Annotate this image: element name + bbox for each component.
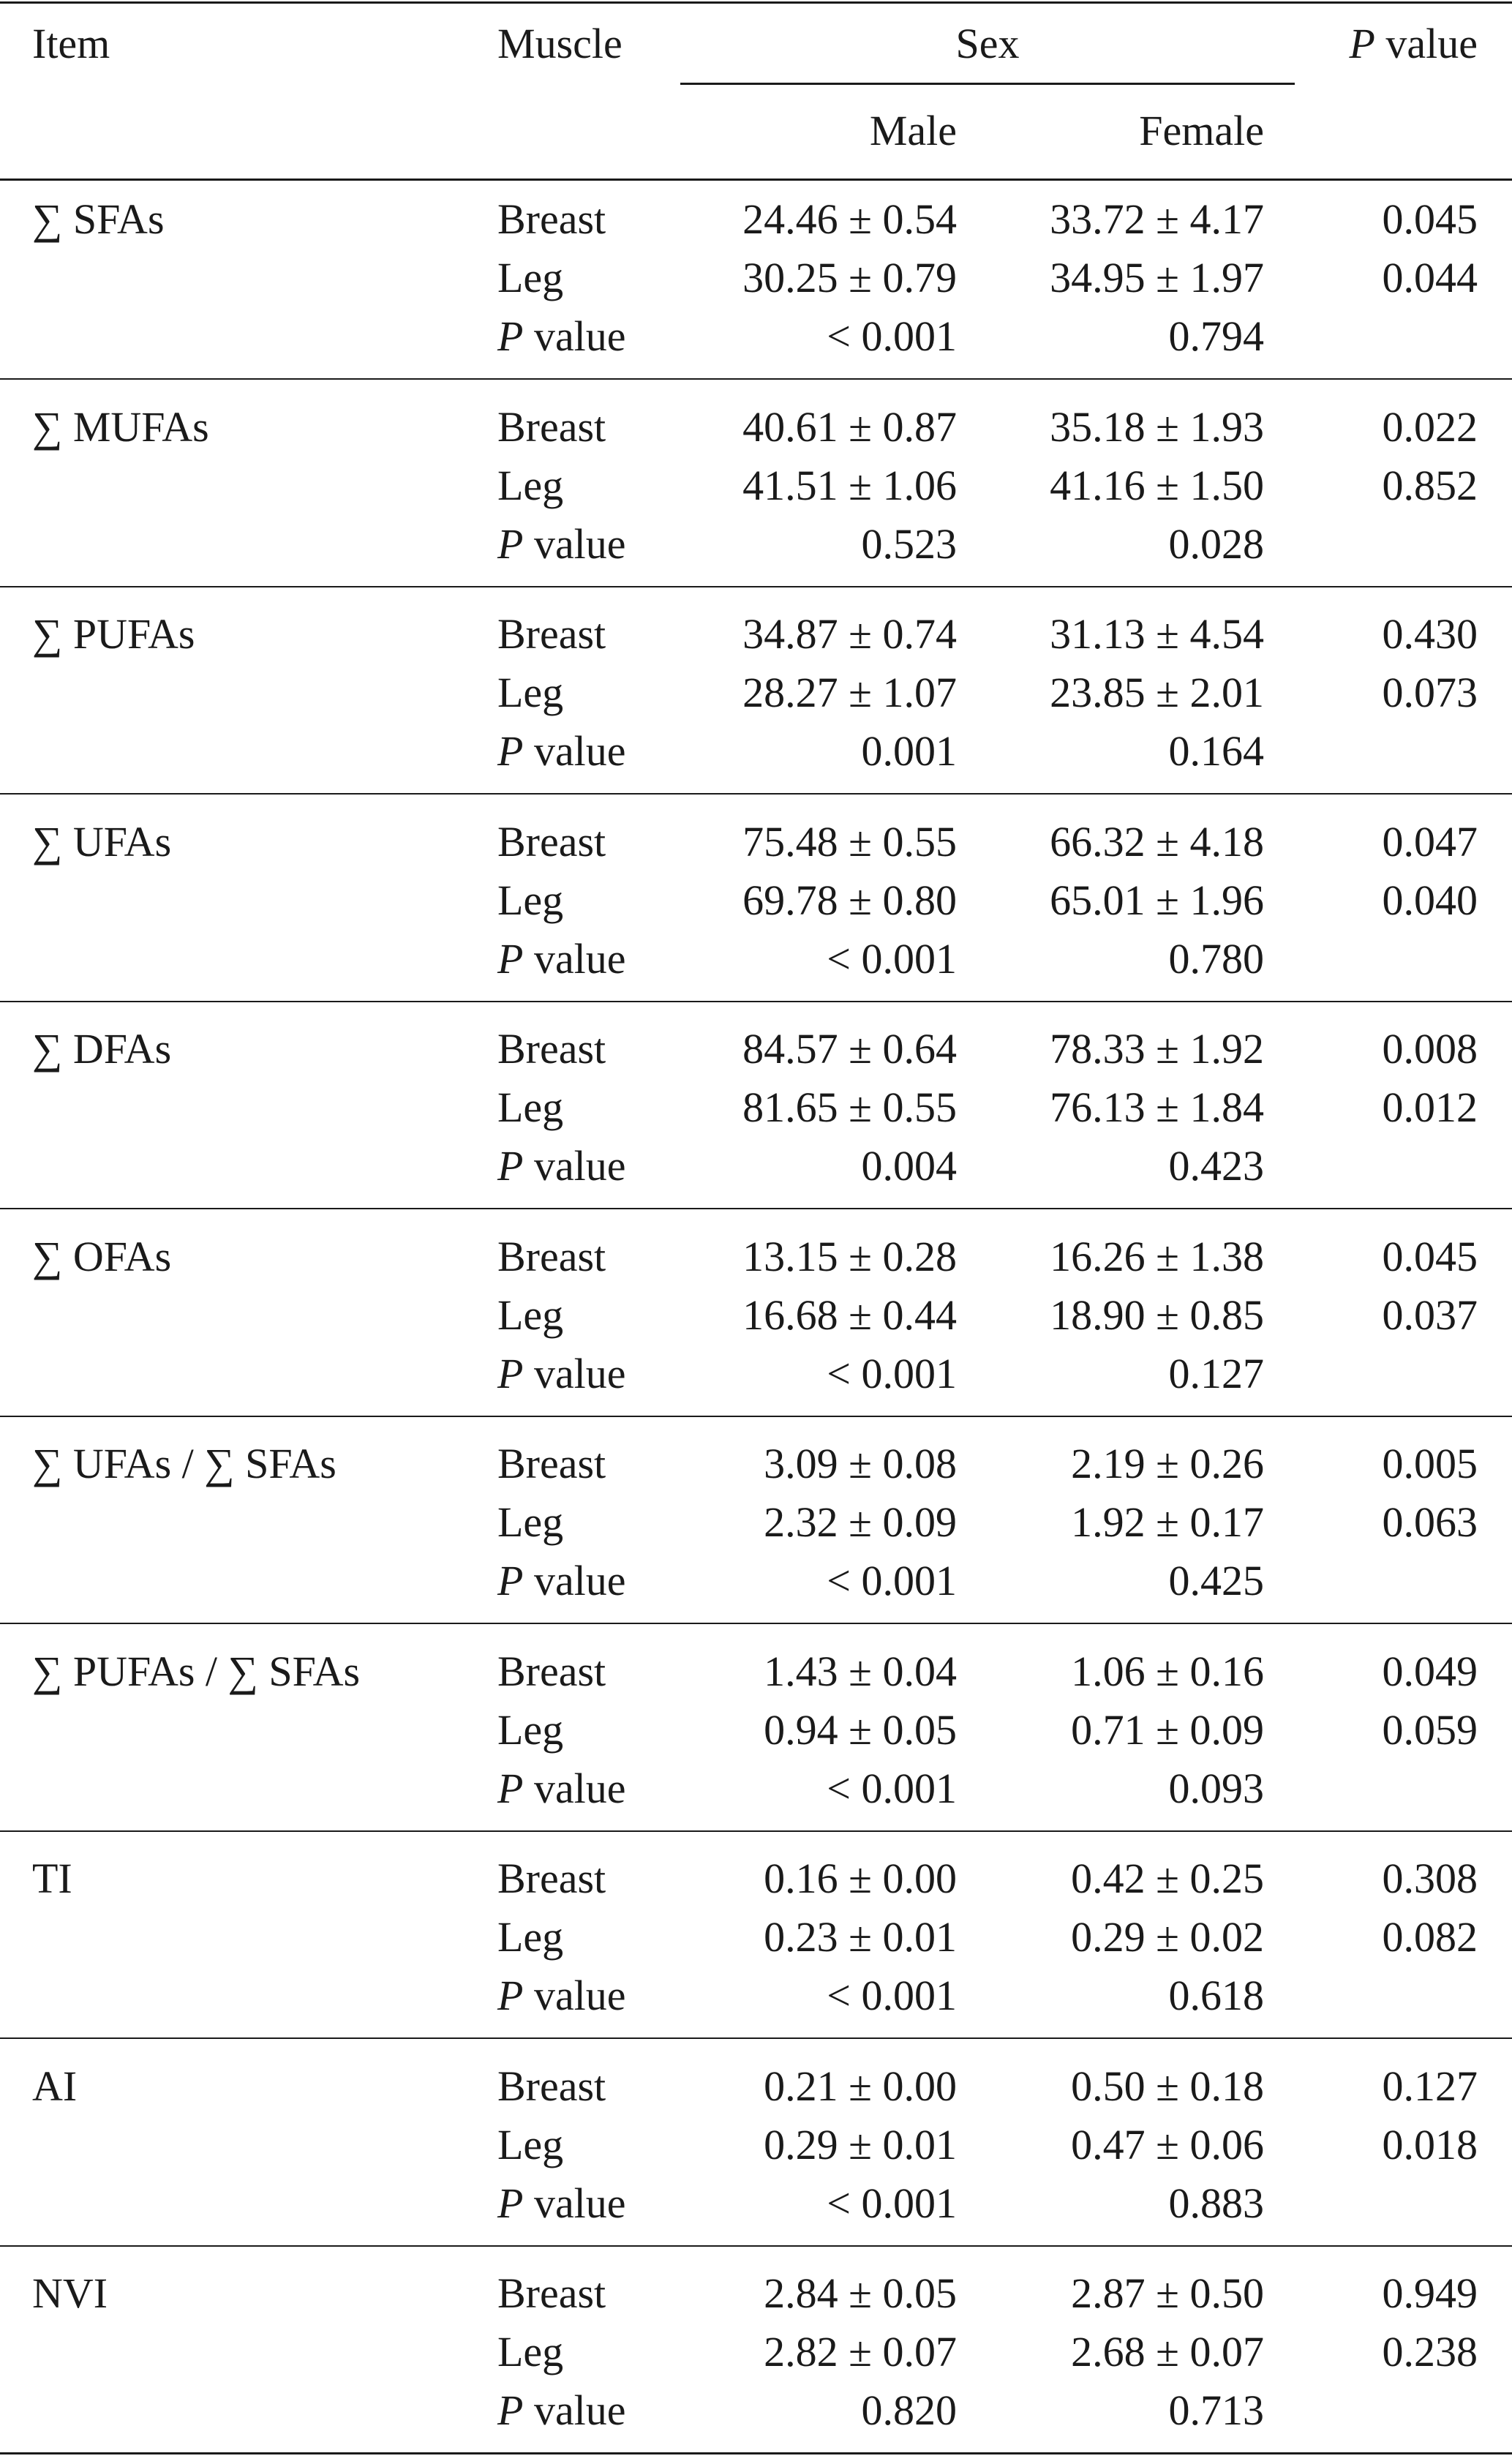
group-separator	[0, 586, 1512, 587]
male-breast-value: 24.46 ± 0.54	[742, 195, 957, 243]
muscle-breast: Breast	[497, 610, 606, 658]
item-label: NVI	[32, 2269, 108, 2317]
muscle-leg: Leg	[497, 2121, 564, 2168]
female-leg-value: 1.92 ± 0.17	[1071, 1498, 1264, 1546]
female-pvalue: 0.713	[1168, 2386, 1264, 2434]
item-label: ∑ UFAs / ∑ SFAs	[32, 1440, 336, 1487]
header-female: Female	[1139, 107, 1264, 154]
female-leg-value: 0.29 ± 0.02	[1071, 1913, 1264, 1961]
male-leg-value: 41.51 ± 1.06	[742, 462, 957, 509]
female-pvalue: 0.164	[1168, 727, 1264, 775]
p-leg-value: 0.044	[1382, 254, 1478, 301]
item-label: ∑ OFAs	[32, 1233, 172, 1280]
item-label: ∑ PUFAs / ∑ SFAs	[32, 1648, 361, 1695]
female-leg-value: 41.16 ± 1.50	[1050, 462, 1264, 509]
male-breast-value: 0.16 ± 0.00	[764, 1855, 957, 1902]
female-breast-value: 0.50 ± 0.18	[1071, 2062, 1264, 2110]
p-value-label	[497, 1970, 626, 2021]
female-leg-value: 23.85 ± 2.01	[1050, 669, 1264, 716]
p-value-label-italic: P	[497, 1557, 524, 1604]
male-breast-value: 40.61 ± 0.87	[742, 403, 957, 451]
p-breast-value: 0.008	[1382, 1025, 1478, 1073]
muscle-leg: Leg	[497, 876, 564, 924]
p-leg-value: 0.040	[1382, 876, 1478, 924]
group-separator	[0, 378, 1512, 380]
male-breast-value: 84.57 ± 0.64	[742, 1025, 957, 1073]
muscle-leg: Leg	[497, 1498, 564, 1546]
female-leg-value: 18.90 ± 0.85	[1050, 1291, 1264, 1339]
p-breast-value: 0.127	[1382, 2062, 1478, 2110]
female-breast-value: 0.42 ± 0.25	[1071, 1855, 1264, 1902]
female-leg-value: 0.47 ± 0.06	[1071, 2121, 1264, 2168]
header-muscle: Muscle	[497, 20, 623, 67]
female-leg-value: 65.01 ± 1.96	[1050, 876, 1264, 924]
p-breast-value: 0.022	[1382, 403, 1478, 451]
male-leg-value: 0.29 ± 0.01	[764, 2121, 957, 2168]
female-breast-value: 78.33 ± 1.92	[1050, 1025, 1264, 1073]
female-pvalue: 0.423	[1168, 1142, 1264, 1190]
group-separator	[0, 1001, 1512, 1002]
header-p-value	[1244, 18, 1478, 70]
male-breast-value: 34.87 ± 0.74	[742, 610, 957, 658]
male-leg-value: 30.25 ± 0.79	[742, 254, 957, 301]
muscle-leg: Leg	[497, 669, 564, 716]
p-leg-value: 0.063	[1382, 1498, 1478, 1546]
muscle-leg: Leg	[497, 1291, 564, 1339]
item-label: AI	[32, 2062, 78, 2110]
group-separator	[0, 1830, 1512, 1832]
female-breast-value: 33.72 ± 4.17	[1050, 195, 1264, 243]
p-value-label-rest: value	[523, 520, 626, 568]
female-pvalue: 0.883	[1168, 2179, 1264, 2227]
p-value-label-rest: value	[523, 312, 626, 360]
p-value-label-italic: P	[497, 1142, 524, 1190]
header-male: Male	[869, 107, 957, 154]
muscle-breast: Breast	[497, 1648, 606, 1695]
p-value-label-rest: value	[523, 2386, 626, 2434]
male-pvalue: 0.820	[861, 2386, 957, 2434]
p-value-label	[497, 1555, 626, 1607]
male-pvalue: < 0.001	[827, 312, 957, 360]
p-breast-value: 0.308	[1382, 1855, 1478, 1902]
female-breast-value: 2.19 ± 0.26	[1071, 1440, 1264, 1487]
p-leg-value: 0.852	[1382, 462, 1478, 509]
p-value-label	[497, 311, 626, 362]
female-leg-value: 0.71 ± 0.09	[1071, 1706, 1264, 1754]
male-leg-value: 0.23 ± 0.01	[764, 1913, 957, 1961]
p-leg-value: 0.018	[1382, 2121, 1478, 2168]
male-pvalue: < 0.001	[827, 2179, 957, 2227]
p-value-label-rest: value	[523, 727, 626, 775]
sex-rule	[680, 83, 1295, 85]
muscle-breast: Breast	[497, 818, 606, 865]
p-leg-value: 0.059	[1382, 1706, 1478, 1754]
male-pvalue: 0.004	[861, 1142, 957, 1190]
header-rule	[0, 179, 1512, 181]
p-breast-value: 0.949	[1382, 2269, 1478, 2317]
muscle-breast: Breast	[497, 195, 606, 243]
p-value-label-italic: P	[497, 520, 524, 568]
muscle-breast: Breast	[497, 2062, 606, 2110]
muscle-breast: Breast	[497, 1025, 606, 1073]
male-pvalue: 0.001	[861, 727, 957, 775]
female-leg-value: 2.68 ± 0.07	[1071, 2328, 1264, 2375]
item-label: TI	[32, 1855, 72, 1902]
muscle-leg: Leg	[497, 1706, 564, 1754]
male-leg-value: 28.27 ± 1.07	[742, 669, 957, 716]
p-breast-value: 0.049	[1382, 1648, 1478, 1695]
p-breast-value: 0.045	[1382, 195, 1478, 243]
female-leg-value: 76.13 ± 1.84	[1050, 1083, 1264, 1131]
group-separator	[0, 2037, 1512, 2039]
p-breast-value: 0.047	[1382, 818, 1478, 865]
p-value-label-rest: value	[523, 1765, 626, 1812]
top-rule	[0, 1, 1512, 4]
p-value-label-rest: value	[523, 1557, 626, 1604]
p-value-label	[497, 2178, 626, 2229]
p-leg-value: 0.238	[1382, 2328, 1478, 2375]
p-leg-value: 0.073	[1382, 669, 1478, 716]
female-breast-value: 35.18 ± 1.93	[1050, 403, 1264, 451]
male-breast-value: 0.21 ± 0.00	[764, 2062, 957, 2110]
p-value-label	[497, 1763, 626, 1814]
p-value-label-rest: value	[523, 1142, 626, 1190]
male-pvalue: < 0.001	[827, 1765, 957, 1812]
male-leg-value: 2.82 ± 0.07	[764, 2328, 957, 2375]
p-value-label	[497, 2385, 626, 2436]
muscle-breast: Breast	[497, 403, 606, 451]
female-breast-value: 16.26 ± 1.38	[1050, 1233, 1264, 1280]
p-value-label-italic: P	[497, 1350, 524, 1397]
p-value-label-rest: value	[523, 1972, 626, 2019]
p-breast-value: 0.045	[1382, 1233, 1478, 1280]
male-leg-value: 69.78 ± 0.80	[742, 876, 957, 924]
female-leg-value: 34.95 ± 1.97	[1050, 254, 1264, 301]
group-separator	[0, 1623, 1512, 1624]
muscle-leg: Leg	[497, 1913, 564, 1961]
p-leg-value: 0.012	[1382, 1083, 1478, 1131]
header-item: Item	[32, 20, 110, 67]
p-leg-value: 0.082	[1382, 1913, 1478, 1961]
female-pvalue: 0.780	[1168, 935, 1264, 983]
female-pvalue: 0.028	[1168, 520, 1264, 568]
muscle-breast: Breast	[497, 1855, 606, 1902]
male-leg-value: 16.68 ± 0.44	[742, 1291, 957, 1339]
muscle-leg: Leg	[497, 2328, 564, 2375]
group-separator	[0, 2245, 1512, 2247]
female-pvalue: 0.794	[1168, 312, 1264, 360]
p-value-label-italic: P	[497, 935, 524, 983]
p-value-label-italic: P	[497, 2179, 524, 2227]
male-leg-value: 2.32 ± 0.09	[764, 1498, 957, 1546]
item-label: ∑ DFAs	[32, 1025, 172, 1073]
muscle-leg: Leg	[497, 1083, 564, 1131]
muscle-breast: Breast	[497, 1233, 606, 1280]
male-breast-value: 13.15 ± 0.28	[742, 1233, 957, 1280]
male-breast-value: 2.84 ± 0.05	[764, 2269, 957, 2317]
p-value-label-italic: P	[497, 312, 524, 360]
group-separator	[0, 793, 1512, 795]
female-pvalue: 0.425	[1168, 1557, 1264, 1604]
female-breast-value: 1.06 ± 0.16	[1071, 1648, 1264, 1695]
male-pvalue: < 0.001	[827, 1972, 957, 2019]
group-separator	[0, 1416, 1512, 1417]
female-pvalue: 0.618	[1168, 1972, 1264, 2019]
item-label: ∑ UFAs	[32, 818, 172, 865]
male-pvalue: < 0.001	[827, 1557, 957, 1604]
p-value-label	[497, 1348, 626, 1400]
muscle-breast: Breast	[497, 1440, 606, 1487]
muscle-leg: Leg	[497, 254, 564, 301]
male-pvalue: < 0.001	[827, 1350, 957, 1397]
male-leg-value: 81.65 ± 0.55	[742, 1083, 957, 1131]
male-pvalue: 0.523	[861, 520, 957, 568]
male-breast-value: 3.09 ± 0.08	[764, 1440, 957, 1487]
p-value-label	[497, 934, 626, 985]
p-leg-value: 0.037	[1382, 1291, 1478, 1339]
item-label: ∑ MUFAs	[32, 403, 209, 451]
p-value-label-italic: P	[497, 1972, 524, 2019]
p-value-label	[497, 519, 626, 570]
female-pvalue: 0.093	[1168, 1765, 1264, 1812]
male-pvalue: < 0.001	[827, 935, 957, 983]
bottom-rule	[0, 2452, 1512, 2454]
p-value-label-italic: P	[497, 727, 524, 775]
female-breast-value: 66.32 ± 4.18	[1050, 818, 1264, 865]
group-separator	[0, 1208, 1512, 1209]
p-value-label-rest: value	[523, 2179, 626, 2227]
female-breast-value: 31.13 ± 4.54	[1050, 610, 1264, 658]
female-breast-value: 2.87 ± 0.50	[1071, 2269, 1264, 2317]
p-value-label-rest: value	[523, 1350, 626, 1397]
p-value-label	[497, 726, 626, 777]
item-label: ∑ PUFAs	[32, 610, 195, 658]
header-p-italic: P	[1349, 20, 1375, 67]
male-breast-value: 75.48 ± 0.55	[742, 818, 957, 865]
muscle-leg: Leg	[497, 462, 564, 509]
female-pvalue: 0.127	[1168, 1350, 1264, 1397]
muscle-breast: Breast	[497, 2269, 606, 2317]
male-leg-value: 0.94 ± 0.05	[764, 1706, 957, 1754]
male-breast-value: 1.43 ± 0.04	[764, 1648, 957, 1695]
p-value-label-rest: value	[523, 935, 626, 983]
p-value-label-italic: P	[497, 1765, 524, 1812]
header-sex: Sex	[955, 20, 1020, 67]
item-label: ∑ SFAs	[32, 195, 165, 243]
header-p-rest: value	[1374, 20, 1478, 67]
p-value-label	[497, 1141, 626, 1192]
p-value-label-italic: P	[497, 2386, 524, 2434]
p-breast-value: 0.430	[1382, 610, 1478, 658]
p-breast-value: 0.005	[1382, 1440, 1478, 1487]
